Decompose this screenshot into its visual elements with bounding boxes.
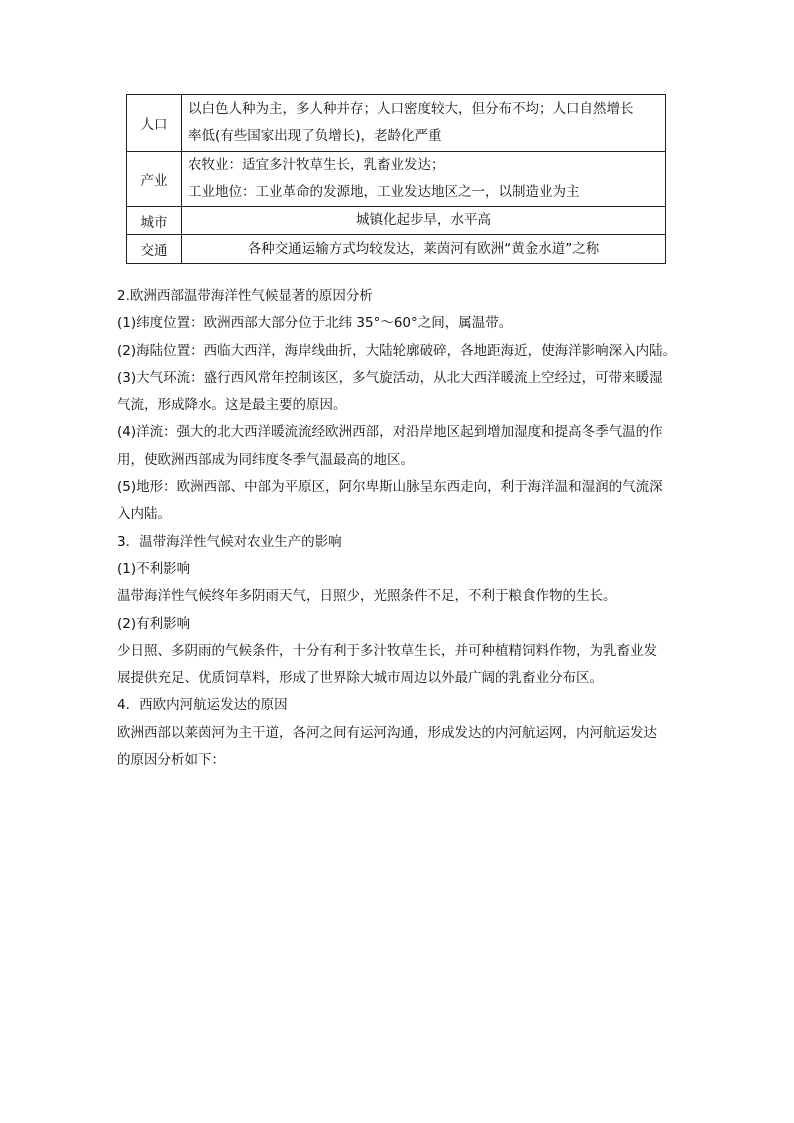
cell-line: 农牧业：适宜多汁牧草生长，乳畜业发达； <box>188 157 445 173</box>
paragraph-line: 温带海洋性气候终年多阴雨天气，日照少，光照条件不足，不利于粮食作物的生长。 <box>117 588 617 605</box>
table-row-city <box>127 207 666 235</box>
paragraph-line: 展提供充足、优质饲草料，形成了世界除大城市周边以外最广阔的乳畜业分布区。 <box>117 670 603 687</box>
row-content-transport <box>182 235 666 264</box>
paragraph-line: 的原因分析如下： <box>117 752 225 769</box>
section-heading-agriculture-impact: 3．温带海洋性气候对农业生产的影响 <box>117 533 342 550</box>
paragraph-line: 用，使欧洲西部成为同纬度冬季气温最高的地区。 <box>117 451 414 468</box>
table-row-industry <box>127 152 666 207</box>
row-label-city: 城市 <box>127 207 182 235</box>
row-content-industry <box>182 152 666 207</box>
paragraph-line: 少日照、多阴雨的气候条件，十分有利于多汁牧草生长，并可种植精饲料作物，为乳畜业发 <box>117 642 657 659</box>
subheading-negative-impact: (1)不利影响 <box>117 560 191 577</box>
row-label-transport: 交通 <box>127 235 182 264</box>
row-content-population <box>182 95 666 152</box>
europe-west-summary-table <box>126 94 666 264</box>
paragraph-line: (3)大气环流：盛行西风常年控制该区，多气旋活动，从北大西洋暖流上空经过，可带来暖湿 <box>117 369 663 386</box>
body-text <box>117 283 677 774</box>
paragraph-line: (1)纬度位置：欧洲西部大部分位于北纬 35°～60°之间，属温带。 <box>117 315 513 332</box>
cell-line: 工业地位：工业革命的发源地，工业发达地区之一，以制造业为主 <box>188 184 580 200</box>
cell-line: 率低(有些国家出现了负增长)，老龄化严重 <box>188 128 442 144</box>
paragraph-line: 欧洲西部以莱茵河为主干道，各河之间有运河沟通，形成发达的内河航运网，内河航运发达 <box>117 724 657 741</box>
cell-line: 各种交通运输方式均较发达，莱茵河有欧洲“黄金水道”之称 <box>247 240 600 257</box>
paragraph-line: (4)洋流：强大的北大西洋暖流流经欧洲西部，对沿岸地区起到增加湿度和提高冬季气温的作 <box>117 424 663 441</box>
cell-line: 城镇化起步早，水平高 <box>356 212 491 228</box>
table-row-population <box>127 95 666 152</box>
section-heading-inland-shipping: 4．西欧内河航运发达的原因 <box>117 697 288 714</box>
table-row-transport <box>127 235 666 264</box>
subheading-positive-impact: (2)有利影响 <box>117 615 191 632</box>
paragraph-line: (5)地形：欧洲西部、中部为平原区，阿尔卑斯山脉呈东西走向，利于海洋温和湿润的气流深 <box>117 479 663 496</box>
section-heading-climate-causes: 2.欧洲西部温带海洋性气候显著的原因分析 <box>117 288 373 304</box>
row-label-population: 人口 <box>127 95 182 152</box>
paragraph-line: (2)海陆位置：西临大西洋，海岸线曲折，大陆轮廓破碎，各地距海近，使海洋影响深入内陆。 <box>117 342 677 359</box>
paragraph-line: 气流，形成降水。这是最主要的原因。 <box>117 397 347 414</box>
cell-line: 以白色人种为主，多人种并存；人口密度较大，但分布不均；人口自然增长 <box>188 101 634 117</box>
row-content-city <box>182 207 666 235</box>
row-label-industry: 产业 <box>127 152 182 207</box>
paragraph-line: 入内陆。 <box>117 506 171 523</box>
